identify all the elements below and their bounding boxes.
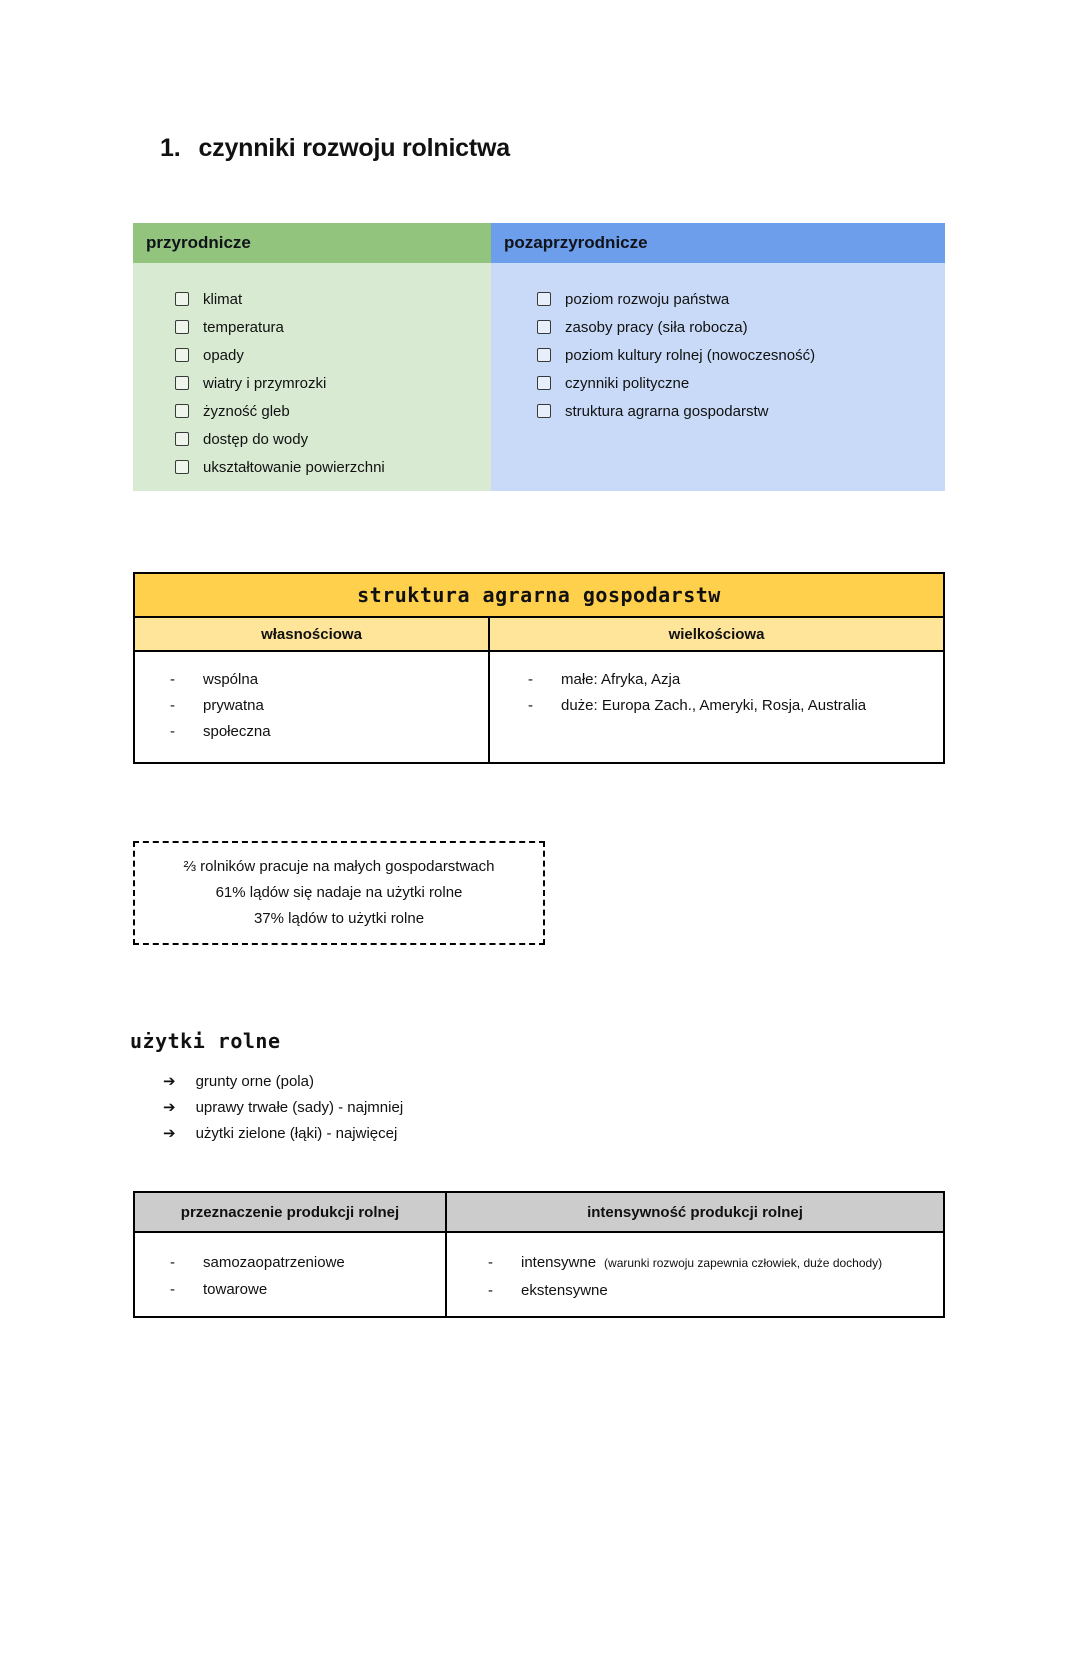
checkbox-item [175, 285, 491, 313]
checkbox-icon[interactable] [175, 460, 189, 474]
list-item [528, 693, 943, 719]
non-natural-factors-header: pozaprzyrodnicze [491, 223, 945, 263]
dash-bullet: - [528, 671, 533, 688]
checkbox-item [537, 369, 945, 397]
dash-bullet: - [488, 1282, 493, 1299]
item-label: temperatura [203, 318, 284, 336]
title-text: czynniki rozwoju rolnictwa [198, 134, 510, 162]
checkbox-icon[interactable] [537, 348, 551, 362]
facts-line: ⅔ rolników pracuje na małych gospodarstwach [183, 858, 495, 875]
facts-line: 37% lądów to użytki rolne [253, 910, 425, 927]
non-natural-factors-column [491, 223, 945, 491]
dash-bullet: - [170, 1254, 175, 1271]
item-label: intensywne (warunki rozwoju zapewnia człowiek, duże dochody) [521, 1254, 883, 1271]
title-number: 1. [160, 134, 181, 162]
item-note: (warunki rozwoju zapewnia człowiek, duże dochody) [604, 1256, 883, 1270]
item-label: zasoby pracy (siła robocza) [565, 318, 748, 336]
checkbox-item [175, 313, 491, 341]
checkbox-icon[interactable] [537, 320, 551, 334]
facts-line: 61% lądów się nadaje na użytki rolne [215, 884, 463, 901]
list-item [170, 719, 488, 745]
production-intensity-cell [447, 1233, 943, 1316]
checkbox-item [537, 341, 945, 369]
checkbox-icon[interactable] [175, 348, 189, 362]
document-page [0, 134, 1080, 1318]
checkbox-item [537, 285, 945, 313]
arrow-bullet-icon: ➔ [163, 1099, 176, 1116]
list-item [488, 1249, 943, 1277]
agrarian-subheader-row [135, 618, 943, 652]
item-label: samozaopatrzeniowe [203, 1254, 345, 1271]
checkbox-item [537, 313, 945, 341]
list-item [170, 693, 488, 719]
dash-bullet: - [170, 671, 175, 688]
checkbox-icon[interactable] [175, 320, 189, 334]
checkbox-item [175, 425, 491, 453]
non-natural-factors-body [491, 263, 945, 491]
production-intensity-header: intensywność produkcji rolnej [587, 1203, 803, 1221]
natural-factors-header: przyrodnicze [133, 223, 491, 263]
item-label: klimat [203, 290, 243, 308]
natural-factors-column [133, 223, 491, 491]
agrarian-table-title: struktura agrarna gospodarstw [135, 574, 943, 618]
item-label: ukształtowanie powierzchni [203, 458, 385, 476]
checkbox-item [175, 397, 491, 425]
list-item [170, 1276, 445, 1303]
list-item [163, 1095, 1080, 1121]
item-label: uprawy trwałe (sady) - najmniej [195, 1099, 404, 1116]
production-table [133, 1191, 945, 1318]
checkbox-icon[interactable] [175, 404, 189, 418]
item-label: grunty orne (pola) [195, 1073, 314, 1090]
item-label: prywatna [203, 697, 264, 714]
checkbox-icon[interactable] [537, 292, 551, 306]
natural-factors-body [133, 263, 491, 491]
item-label: ekstensywne [521, 1282, 608, 1299]
facts-box [133, 841, 545, 945]
item-label: duże: Europa Zach., Ameryki, Rosja, Australia [561, 697, 867, 714]
land-use-heading: użytki rolne [130, 1029, 281, 1053]
checkbox-icon[interactable] [175, 376, 189, 390]
ownership-column-header: własnościowa [135, 618, 490, 650]
factors-table [133, 223, 945, 491]
list-item [163, 1121, 1080, 1147]
arrow-bullet-icon: ➔ [163, 1073, 176, 1090]
ownership-cell [135, 652, 490, 762]
production-body-row [135, 1233, 943, 1316]
dash-bullet: - [488, 1254, 493, 1271]
land-use-list [163, 1069, 1080, 1147]
dash-bullet: - [170, 723, 175, 740]
checkbox-icon[interactable] [537, 376, 551, 390]
item-label: struktura agrarna gospodarstw [565, 402, 769, 420]
agrarian-body-row [135, 652, 943, 762]
item-label: dostęp do wody [203, 430, 309, 448]
item-label: poziom rozwoju państwa [565, 290, 730, 308]
checkbox-icon[interactable] [175, 292, 189, 306]
checkbox-item [175, 453, 491, 481]
checkbox-item [175, 341, 491, 369]
item-label: towarowe [203, 1281, 268, 1298]
item-label: czynniki polityczne [565, 374, 690, 392]
item-label: żyzność gleb [203, 402, 290, 420]
item-label: społeczna [203, 723, 271, 740]
list-item [170, 667, 488, 693]
arrow-bullet-icon: ➔ [163, 1125, 176, 1142]
list-item [163, 1069, 1080, 1095]
checkbox-icon[interactable] [537, 404, 551, 418]
list-item [488, 1277, 943, 1304]
item-label: małe: Afryka, Azja [561, 671, 681, 688]
item-label: wspólna [203, 671, 259, 688]
item-label: poziom kultury rolnej (nowoczesność) [565, 346, 816, 364]
item-label: opady [203, 346, 244, 364]
dash-bullet: - [170, 1281, 175, 1298]
size-cell [490, 652, 943, 762]
production-purpose-cell [135, 1233, 447, 1316]
production-header-row [135, 1193, 943, 1233]
size-column-header: wielkościowa [668, 625, 765, 643]
dash-bullet: - [170, 697, 175, 714]
item-label: wiatry i przymrozki [203, 374, 327, 392]
dash-bullet: - [528, 697, 533, 714]
agrarian-structure-table [133, 572, 945, 764]
checkbox-icon[interactable] [175, 432, 189, 446]
list-item [528, 667, 943, 693]
checkbox-item [175, 369, 491, 397]
item-label: użytki zielone (łąki) - najwięcej [195, 1125, 398, 1142]
land-use-section [130, 1029, 1080, 1147]
page-title [160, 134, 1080, 163]
production-purpose-header: przeznaczenie produkcji rolnej [135, 1193, 447, 1231]
list-item [170, 1249, 445, 1276]
checkbox-item [537, 397, 945, 425]
